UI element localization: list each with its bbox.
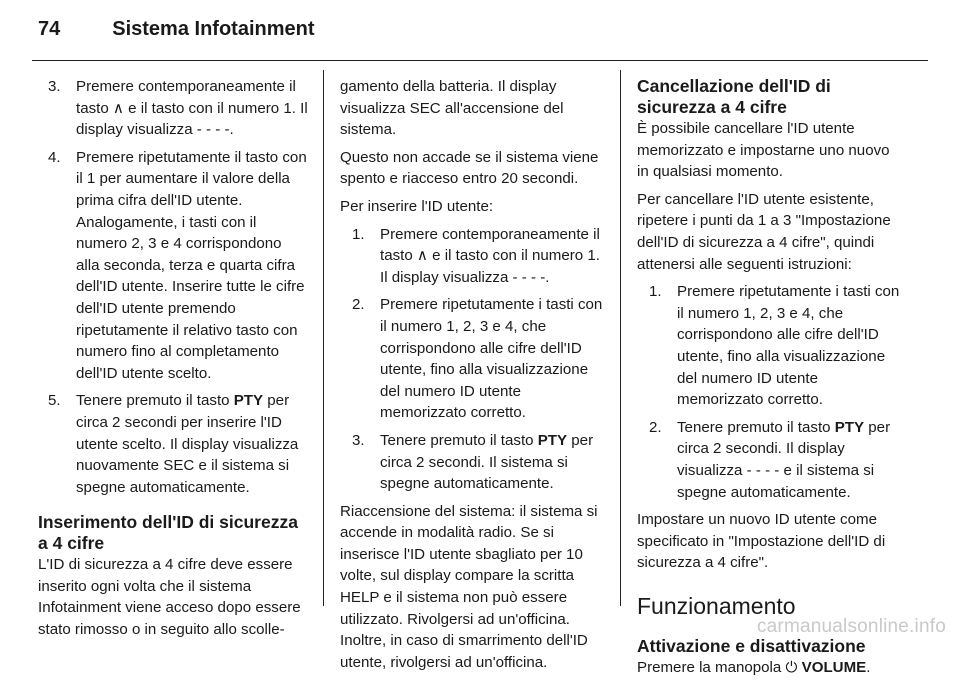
paragraph: È possibile cancellare l'ID utente memorizzato e impostarne uno nuovo in qualsiasi momento. bbox=[637, 120, 890, 181]
step-text-post: per circa 2 secondi per inserire l'ID utente scelto. Il display visualizza nuovamente SEC e il sistema si spegne automaticamente. bbox=[76, 392, 299, 496]
list-item bbox=[637, 281, 902, 411]
subsection-heading: Attivazione e disattivazione bbox=[637, 635, 866, 656]
column-2 bbox=[340, 76, 603, 679]
volume-knob-label: VOLUME bbox=[801, 658, 867, 676]
paragraph: Per cancellare l'ID utente esistente, ripetere i punti da 1 a 3 "Impostazione dell'ID di sicurezza a 4 cifre", quindi attenersi alle seguenti istruzioni: bbox=[637, 190, 891, 273]
pty-key-label: PTY bbox=[834, 418, 865, 436]
steps-list bbox=[38, 76, 308, 498]
paragraph: Per inserire l'ID utente: bbox=[340, 197, 494, 215]
column-1 bbox=[38, 76, 308, 647]
column-3 bbox=[637, 76, 902, 684]
step-number: 1. bbox=[352, 225, 365, 243]
step-text: Premere contemporaneamente il tasto ∧ e il tasto con il numero 1. Il display visualizza - - - -. bbox=[380, 225, 600, 286]
step-text: Premere ripetutamente il tasto con il 1 per aumentare il valore della prima cifra dell'ID utente. Analogamente, i tasti con il numero 2, 3 e 4 corrispondono alla seconda, terza e quarta cifra dell'ID utente. Inserire tutte le cifre dell'ID utente premendo ripetutamente il relativo tasto con numero fino al completamento dell'ID utente scelto. bbox=[76, 148, 307, 382]
step-text-post: per circa 2 secondi. Il sistema si spegne automaticamente. bbox=[380, 431, 594, 493]
section-heading: Cancellazione dell'ID di sicurezza a 4 cifre bbox=[637, 76, 831, 117]
list-item bbox=[637, 417, 902, 503]
step-number: 2. bbox=[352, 296, 365, 314]
step-text: Premere ripetutamente i tasti con il numero 1, 2, 3 e 4, che corrispondono alle cifre dell'ID utente, fino alla visualizzazione del numero ID utente memorizzato corretto. bbox=[677, 283, 900, 409]
page-number: 74 bbox=[38, 18, 61, 40]
list-item bbox=[38, 390, 308, 498]
page-header bbox=[38, 18, 922, 54]
section-title: Sistema Infotainment bbox=[112, 18, 315, 40]
step-text-pre: Tenere premuto il tasto bbox=[380, 431, 538, 449]
header-rule bbox=[32, 60, 928, 61]
step-text-pre: Tenere premuto il tasto bbox=[76, 392, 234, 410]
steps-list bbox=[637, 281, 902, 503]
step-number: 4. bbox=[48, 148, 61, 166]
step-number: 5. bbox=[48, 392, 61, 410]
power-icon: ⏻ bbox=[785, 658, 798, 676]
step-text-post: per circa 2 secondi. Il display visualizza - - - - e il sistema si spegne automaticamente. bbox=[677, 418, 891, 501]
step-number: 3. bbox=[48, 78, 61, 95]
paragraph: Questo non accade se il sistema viene spento e riacceso entro 20 secondi. bbox=[340, 148, 599, 188]
pty-key-label: PTY bbox=[537, 431, 568, 449]
section-heading: Inserimento dell'ID di sicurezza a 4 cifre bbox=[38, 512, 298, 554]
paragraph: Impostare un nuovo ID utente come specificato in "Impostazione dell'ID di sicurezza a 4 cifre". bbox=[637, 511, 886, 572]
list-item bbox=[38, 147, 308, 385]
pty-key-label: PTY bbox=[233, 392, 264, 410]
step-text: Premere contemporaneamente il tasto ∧ e il tasto con il numero 1. Il display visualizza - - - -. bbox=[76, 78, 308, 139]
text-pre: Premere la manopola bbox=[637, 658, 786, 676]
watermark: carmanualsonline.info bbox=[756, 616, 946, 637]
paragraph bbox=[637, 657, 902, 679]
paragraph: gamento della batteria. Il display visualizza SEC all'accensione del sistema. bbox=[340, 78, 564, 139]
list-item bbox=[340, 430, 603, 495]
paragraph: L'ID di sicurezza a 4 cifre deve essere inserito ogni volta che il sistema Infotainment viene acceso dopo essere stato rimosso o in seguito allo scolle- bbox=[38, 556, 301, 639]
step-number: 1. bbox=[649, 283, 662, 301]
steps-list bbox=[340, 224, 603, 495]
paragraph: Riaccensione del sistema: il sistema si accende in modalità radio. Se si inserisce l'ID utente sbagliato per 10 volte, sul display compare la scritta HELP e il sistema non può essere utilizzato. Rivolgersi ad un'officina. Inoltre, in caso di smarrimento dell'ID utente, rivolgersi ad un'officina. bbox=[340, 502, 598, 671]
list-item bbox=[340, 294, 603, 424]
step-text: Premere ripetutamente i tasti con il numero 1, 2, 3 e 4, che corrispondono alle cifre dell'ID utente, fino alla visualizzazione del numero ID utente memorizzato corretto. bbox=[380, 296, 603, 422]
column-divider bbox=[323, 70, 324, 606]
step-text-pre: Tenere premuto il tasto bbox=[677, 418, 835, 436]
step-number: 3. bbox=[352, 431, 365, 449]
step-number: 2. bbox=[649, 418, 662, 436]
list-item bbox=[340, 224, 603, 289]
text-post: . bbox=[866, 658, 871, 676]
list-item bbox=[38, 76, 308, 141]
column-divider bbox=[620, 70, 621, 606]
chapter-heading: Funzionamento bbox=[637, 592, 796, 619]
